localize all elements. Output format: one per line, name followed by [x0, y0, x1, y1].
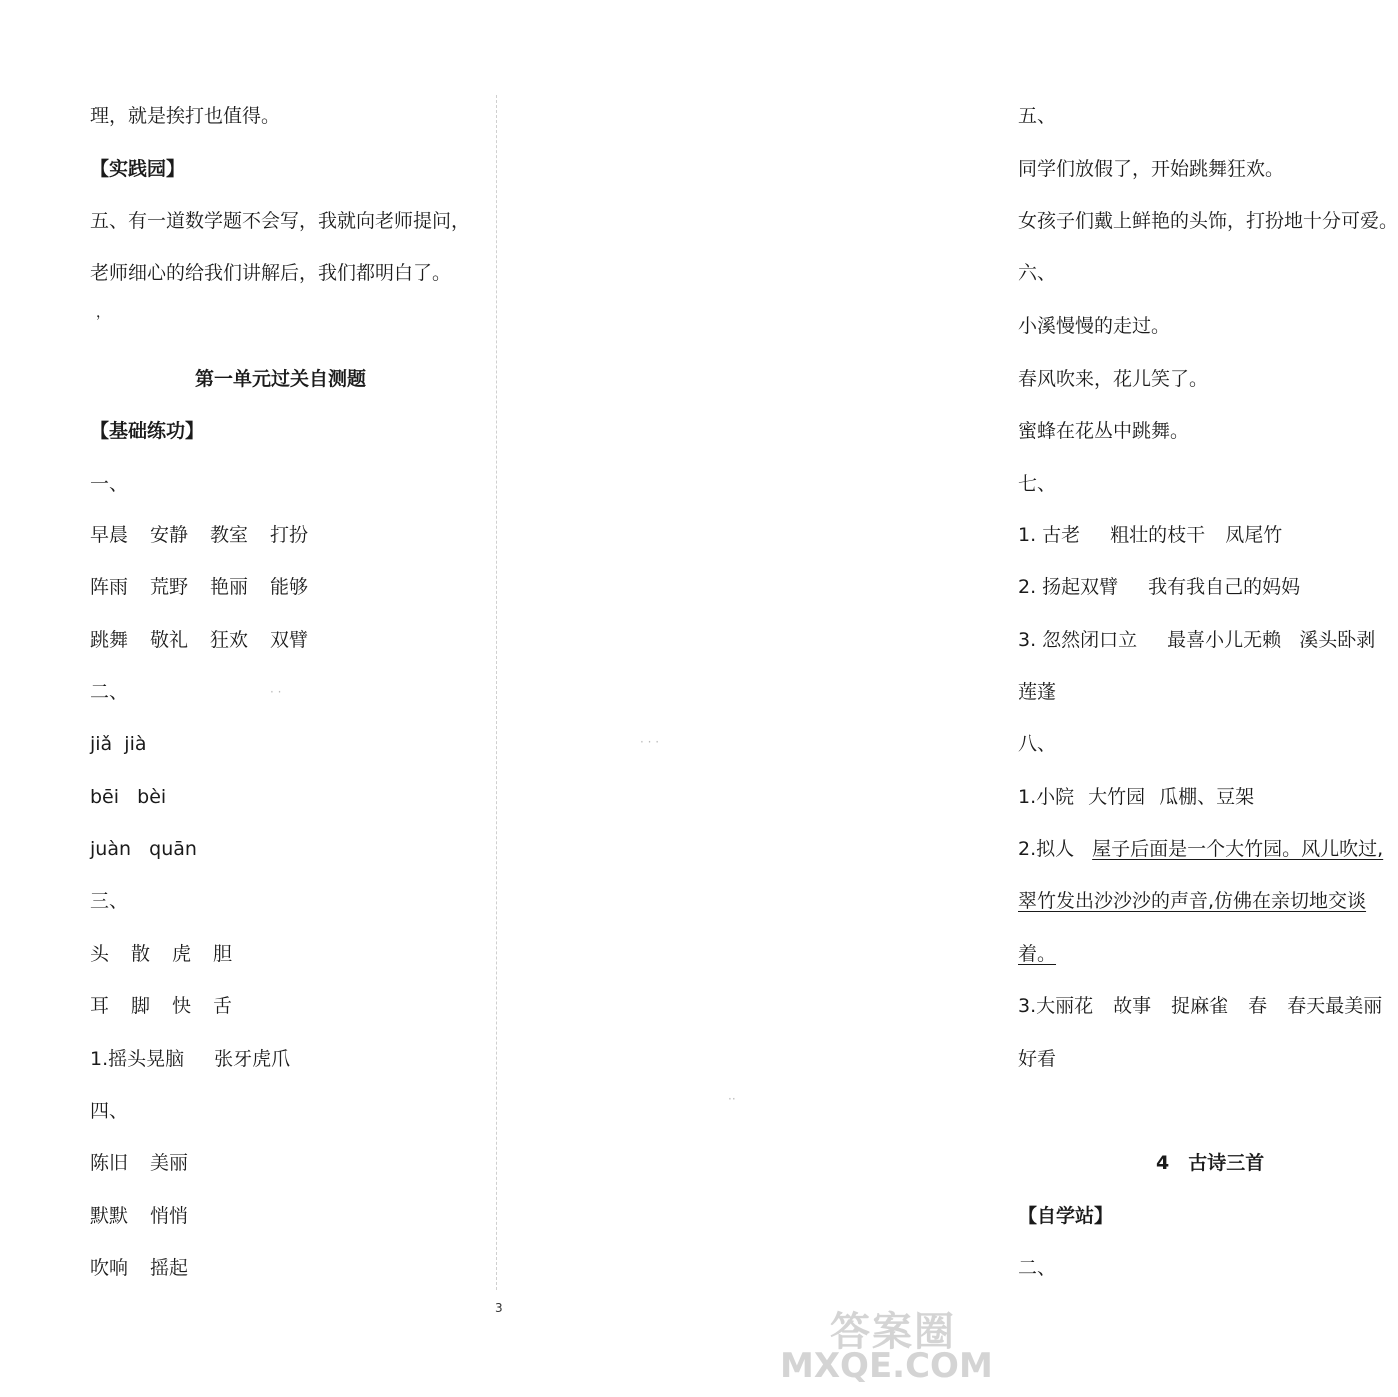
word-row — [90, 574, 308, 600]
question-number: 八、 — [1018, 733, 1057, 755]
word: 狂欢 — [210, 629, 249, 651]
word: 双臂 — [270, 629, 309, 651]
watermark-text-en: MXQE.COM — [780, 1346, 993, 1386]
char: 散 — [131, 943, 151, 965]
section-heading: 【基础练功】 — [90, 420, 205, 442]
char: 舌 — [213, 995, 233, 1017]
question-number: 七、 — [1018, 473, 1057, 495]
word: 吹响 — [90, 1257, 129, 1279]
watermark-logo — [780, 1300, 993, 1390]
text-line: 小溪慢慢的走过。 — [1018, 315, 1171, 337]
word-row — [90, 1150, 188, 1176]
answer: 春天最美丽 — [1287, 995, 1383, 1017]
text-line: 同学们放假了，开始跳舞狂欢。 — [1018, 158, 1285, 180]
scan-speck: ·· — [728, 1092, 736, 1106]
answer: 春 — [1248, 995, 1268, 1017]
word: 摇起 — [150, 1257, 189, 1279]
pinyin-row — [90, 784, 166, 810]
answer: 我有我自己的妈妈 — [1148, 576, 1301, 598]
char: 耳 — [90, 995, 110, 1017]
word-row — [90, 627, 308, 653]
answer-row — [1018, 836, 1383, 862]
word-row — [90, 1255, 188, 1281]
pinyin: bèi — [137, 786, 167, 808]
pinyin: quān — [149, 838, 197, 860]
text-line: 女孩子们戴上鲜艳的头饰，打扮地十分可爱。 — [1018, 210, 1398, 232]
word: 能够 — [270, 576, 309, 598]
char-row — [90, 941, 232, 967]
answer: 故事 — [1113, 995, 1152, 1017]
char: 头 — [90, 943, 110, 965]
char: 脚 — [131, 995, 151, 1017]
pinyin: jiǎ — [90, 733, 113, 755]
text-line: 春风吹来，花儿笑了。 — [1018, 368, 1209, 390]
word: 打扮 — [270, 524, 309, 546]
answer: 瓜棚、豆架 — [1159, 786, 1255, 808]
answer: 3.大丽花 — [1018, 995, 1094, 1017]
answer-row — [1018, 627, 1375, 653]
question-number: 四、 — [90, 1100, 129, 1122]
word-row — [90, 522, 308, 548]
answer: 捉麻雀 — [1171, 995, 1229, 1017]
idiom: 张牙虎爪 — [214, 1048, 291, 1070]
stray-mark: ， — [96, 305, 110, 321]
answer: 3. 忽然闭口立 — [1018, 629, 1138, 651]
char: 虎 — [172, 943, 192, 965]
word: 美丽 — [150, 1152, 189, 1174]
idiom: 1.摇头晃脑 — [90, 1048, 185, 1070]
word: 荒野 — [150, 576, 189, 598]
question-number: 三、 — [90, 890, 129, 912]
word: 安静 — [150, 524, 189, 546]
answer: 凤尾竹 — [1225, 524, 1283, 546]
underlined-answer: 着。 — [1018, 943, 1057, 965]
text-line: 莲蓬 — [1018, 681, 1057, 703]
text-line: 理，就是挨打也值得。 — [90, 105, 281, 127]
underlined-answer: 翠竹发出沙沙沙的声音,仿佛在亲切地交谈 — [1018, 890, 1367, 912]
answer: 溪头卧剥 — [1299, 629, 1376, 651]
char: 胆 — [213, 943, 233, 965]
pinyin-row — [90, 836, 197, 862]
answer: 2. 扬起双臂 — [1018, 576, 1119, 598]
word: 悄悄 — [150, 1205, 189, 1227]
text-line: 五、有一道数学题不会写，我就向老师提问， — [90, 210, 471, 232]
word-row — [90, 1203, 188, 1229]
word: 默默 — [90, 1205, 129, 1227]
answer-label: 2.拟人 — [1018, 838, 1075, 860]
question-number: 五、 — [1018, 105, 1057, 127]
question-number: 二、 — [90, 681, 129, 703]
question-number: 六、 — [1018, 262, 1057, 284]
question-number: 一、 — [90, 473, 129, 495]
answer-row — [1018, 784, 1254, 810]
page-number: 3 — [495, 1301, 503, 1315]
answer: 大竹园 — [1088, 786, 1146, 808]
pinyin: juàn — [90, 838, 132, 860]
word: 敬礼 — [150, 629, 189, 651]
word: 跳舞 — [90, 629, 129, 651]
answer: 粗壮的枝干 — [1110, 524, 1206, 546]
char: 快 — [172, 995, 192, 1017]
answer-row — [1018, 574, 1300, 600]
word: 教室 — [210, 524, 249, 546]
watermark-text-cn: 答案圈 — [830, 1309, 956, 1355]
word: 早晨 — [90, 524, 129, 546]
answer: 最喜小儿无赖 — [1167, 629, 1282, 651]
scan-speck: · · · — [640, 735, 660, 749]
answer-row — [90, 1046, 290, 1072]
underlined-answer: 屋子后面是一个大竹园。风儿吹过, — [1092, 838, 1384, 860]
scan-speck: · · — [270, 685, 282, 699]
text-line: 蜜蜂在花丛中跳舞。 — [1018, 420, 1190, 442]
question-number: 二、 — [1018, 1257, 1057, 1279]
answer-row — [1018, 522, 1282, 548]
section-heading: 【实践园】 — [90, 158, 186, 180]
unit-test-title: 第一单元过关自测题 — [195, 368, 367, 390]
answer-row — [1018, 993, 1382, 1019]
word: 陈旧 — [90, 1152, 129, 1174]
section-heading: 【自学站】 — [1018, 1205, 1114, 1227]
pinyin-row — [90, 731, 147, 757]
pinyin: jià — [124, 733, 147, 755]
answer: 1.小院 — [1018, 786, 1075, 808]
column-divider — [496, 95, 497, 1290]
answer: 1. 古老 — [1018, 524, 1081, 546]
text-line: 老师细心的给我们讲解后，我们都明白了。 — [90, 262, 452, 284]
word: 阵雨 — [90, 576, 129, 598]
char-row — [90, 993, 232, 1019]
pinyin: bēi — [90, 786, 120, 808]
lesson-title: 4 古诗三首 — [1156, 1152, 1265, 1174]
text-line: 好看 — [1018, 1048, 1057, 1070]
word: 艳丽 — [210, 576, 249, 598]
